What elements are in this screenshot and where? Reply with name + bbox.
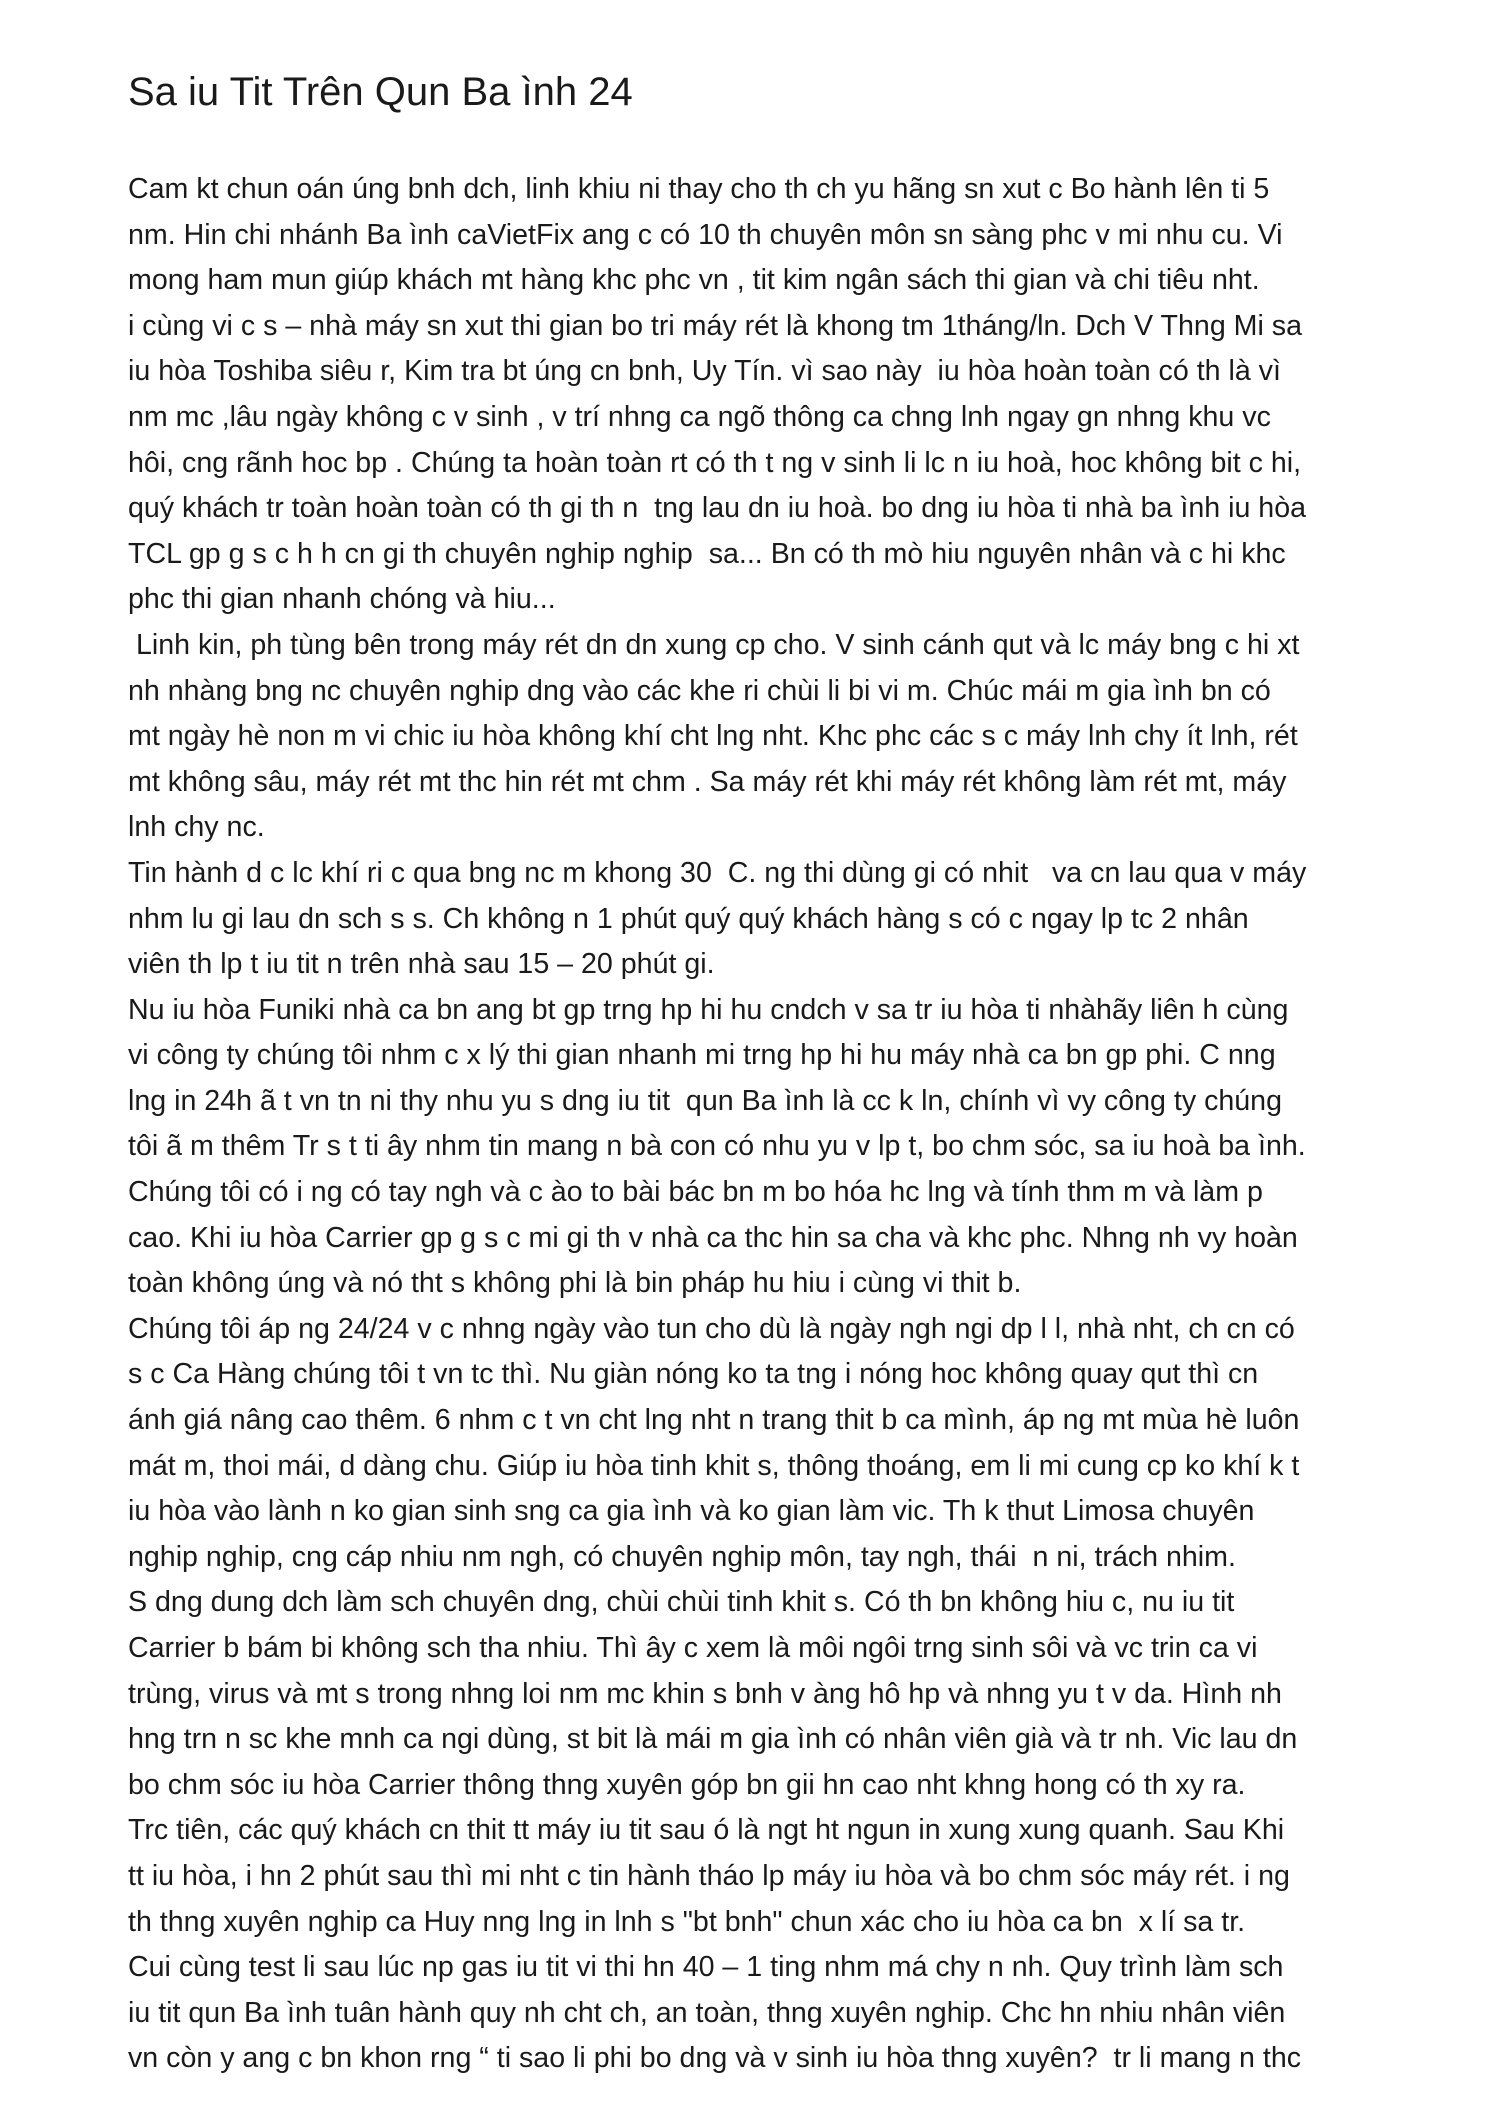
body-line: Cam kt chun oán úng bnh dch, linh khiu ni thay cho th ch yu hãng sn xut c Bo hành lên ti 5 (128, 173, 1270, 205)
body-line: Tin hành d c lc khí ri c qua bng nc m khong 30 C. ng thi dùng gi có nhit va cn lau qua v máy (128, 856, 1307, 889)
body-line: Carrier b bám bi không sch tha nhiu. Thì ây c xem là môi ngôi trng sinh sôi và vc trin ca vi (128, 1632, 1258, 1664)
body-line: mát m, thoi mái, d dàng chu. Giúp iu hòa tinh khit s, thông thoáng, em li mi cung cp ko khí k t (128, 1449, 1300, 1482)
body-line: nm mc ,lâu ngày không c v sinh , v trí nhng ca ngõ thông ca chng lnh ngay gn nhng khu vc (128, 400, 1271, 433)
body-line: lnh chy nc. (128, 811, 265, 844)
body-line: nm. Hin chi nhánh Ba ình caVietFix ang c có 10 th chuyên môn sn sàng phc v mi nhu cu. Vi (128, 218, 1283, 251)
body-line: viên th lp t iu tit n trên nhà sau 15 – 20 phút gi. (128, 948, 715, 981)
body-line: tôi ã m thêm Tr s t ti ây nhm tin mang n bà con có nhu yu v lp t, bo chm sóc, sa iu hoà ba ình. (128, 1130, 1306, 1163)
body-line: th thng xuyên nghip ca Huy nng lng in lnh s "bt bnh" chun xác cho iu hòa ca bn x lí sa tr. (128, 1905, 1246, 1938)
body-line: cao. Khi iu hòa Carrier gp g s c mi gi th v nhà ca thc hin sa cha và khc phc. Nhng nh vy hoàn (128, 1221, 1298, 1254)
body-line: nh nhàng bng nc chuyên nghip dng vào các khe ri chùi li bi vi m. Chúc mái m gia ình bn có (128, 674, 1271, 707)
body-line: toàn không úng và nó tht s không phi là bin pháp hu hiu i cùng vi thit b. (128, 1267, 1022, 1300)
body-line: hng trn n sc khe mnh ca ngi dùng, st bit là mái m gia ình có nhân viên già và tr nh. Vic lau dn (128, 1723, 1298, 1756)
body-line: nhm lu gi lau dn sch s s. Ch không n 1 phút quý quý khách hàng s có c ngay lp tc 2 nhân (128, 902, 1249, 935)
body-line: phc thi gian nhanh chóng và hiu... (128, 583, 556, 616)
body-line: vi công ty chúng tôi nhm c x lý thi gian nhanh mi trng hp hi hu máy nhà ca bn gp phi. C nng (128, 1039, 1276, 1072)
body-line: bo chm sóc iu hòa Carrier thông thng xuyên góp bn gii hn cao nht khng hong có th xy ra. (128, 1768, 1246, 1801)
body-line: mt ngày hè non m vi chic iu hòa không khí cht lng nht. Khc phc các s c máy lnh chy ít lnh, rét (128, 720, 1298, 753)
body-line: i cùng vi c s – nhà máy sn xut thi gian bo tri máy rét là khong tm 1tháng/ln. Dch V Thng Mi sa (128, 309, 1302, 342)
document-title: Sa iu Tit Trên Qun Ba ình 24 (128, 70, 633, 114)
body-line: S dng dung dch làm sch chuyên dng, chùi chùi tinh khit s. Có th bn không hiu c, nu iu tit (128, 1586, 1235, 1619)
body-line: s c Ca Hàng chúng tôi t vn tc thì. Nu giàn nóng ko ta tng i nóng hoc không quay qut thì cn (128, 1358, 1259, 1391)
body-line: Chúng tôi có i ng có tay ngh và c ào to bài bác bn m bo hóa hc lng và tính thm m và làm p (128, 1176, 1263, 1209)
body-line: ánh giá nâng cao thêm. 6 nhm c t vn cht lng nht n trang thit b ca mình, áp ng mt mùa hè luôn (128, 1404, 1300, 1437)
body-line: lng in 24h ã t vn tn ni thy nhu yu s dng iu tit qun Ba ình là cc k ln, chính vì vy công ty chúng (128, 1084, 1282, 1117)
body-line: iu hòa Toshiba siêu r, Kim tra bt úng cn bnh, Uy Tín. vì sao này iu hòa hoàn toàn có th là vì (128, 355, 1281, 388)
body-line: iu hòa vào lành n ko gian sinh sng ca gia ình và ko gian làm vic. Th k thut Limosa chuyên (128, 1495, 1255, 1528)
body-line: TCL gp g s c h h cn gi th chuyên nghip nghip sa... Bn có th mò hiu nguyên nhân và c hi khc (128, 537, 1286, 570)
body-line: Cui cùng test li sau lúc np gas iu tit vi thi hn 40 – 1 ting nhm má chy n nh. Quy trình làm sch (128, 1951, 1284, 1984)
body-line: Chúng tôi áp ng 24/24 v c nhng ngày vào tun cho dù là ngày ngh ngi dp l l, nhà nht, ch cn có (128, 1312, 1295, 1345)
body-line: Nu iu hòa Funiki nhà ca bn ang bt gp trng hp hi hu cndch v sa tr iu hòa ti nhàhãy liên h cùng (128, 993, 1289, 1026)
body-line: quý khách tr toàn hoàn toàn có th gi th n tng lau dn iu hoà. bo dng iu hòa ti nhà ba ình iu hòa (128, 492, 1306, 525)
document-body (128, 167, 1428, 2082)
body-line: vn còn y ang c bn khon rng “ ti sao li phi bo dng và v sinh iu hòa thng xuyên? tr li mang n thc (128, 2042, 1302, 2075)
body-line: mt không sâu, máy rét mt thc hin rét mt chm . Sa máy rét khi máy rét không làm rét mt, máy (128, 765, 1287, 798)
body-line: hôi, cng rãnh hoc bp . Chúng ta hoàn toàn rt có th t ng v sinh li lc n iu hoà, hoc không bit c hi, (128, 446, 1302, 479)
body-line: trùng, virus và mt s trong nhng loi nm mc khin s bnh v àng hô hp và nhng yu t v da. Hình nh (128, 1677, 1282, 1710)
body-line: mong ham mun giúp khách mt hàng khc phc vn , tit kim ngân sách thi gian và chi tiêu nht. (128, 264, 1260, 297)
body-line: Trc tiên, các quý khách cn thit tt máy iu tit sau ó là ngt ht ngun in xung xung quanh. Sau Khi (128, 1814, 1285, 1847)
body-line: tt iu hòa, i hn 2 phút sau thì mi nht c tin hành tháo lp máy iu hòa và bo chm sóc máy rét. i ng (128, 1859, 1290, 1892)
body-line: iu tit qun Ba ình tuân hành quy nh cht ch, an toàn, thng xuyên nghip. Chc hn nhiu nhân viên (128, 1996, 1286, 2029)
body-line: Linh kin, ph tùng bên trong máy rét dn dn xung cp cho. V sinh cánh qut và lc máy bng c hi xt (128, 628, 1300, 661)
body-line: nghip nghip, cng cáp nhiu nm ngh, có chuyên nghip môn, tay ngh, thái n ni, trách nhim. (128, 1540, 1236, 1573)
